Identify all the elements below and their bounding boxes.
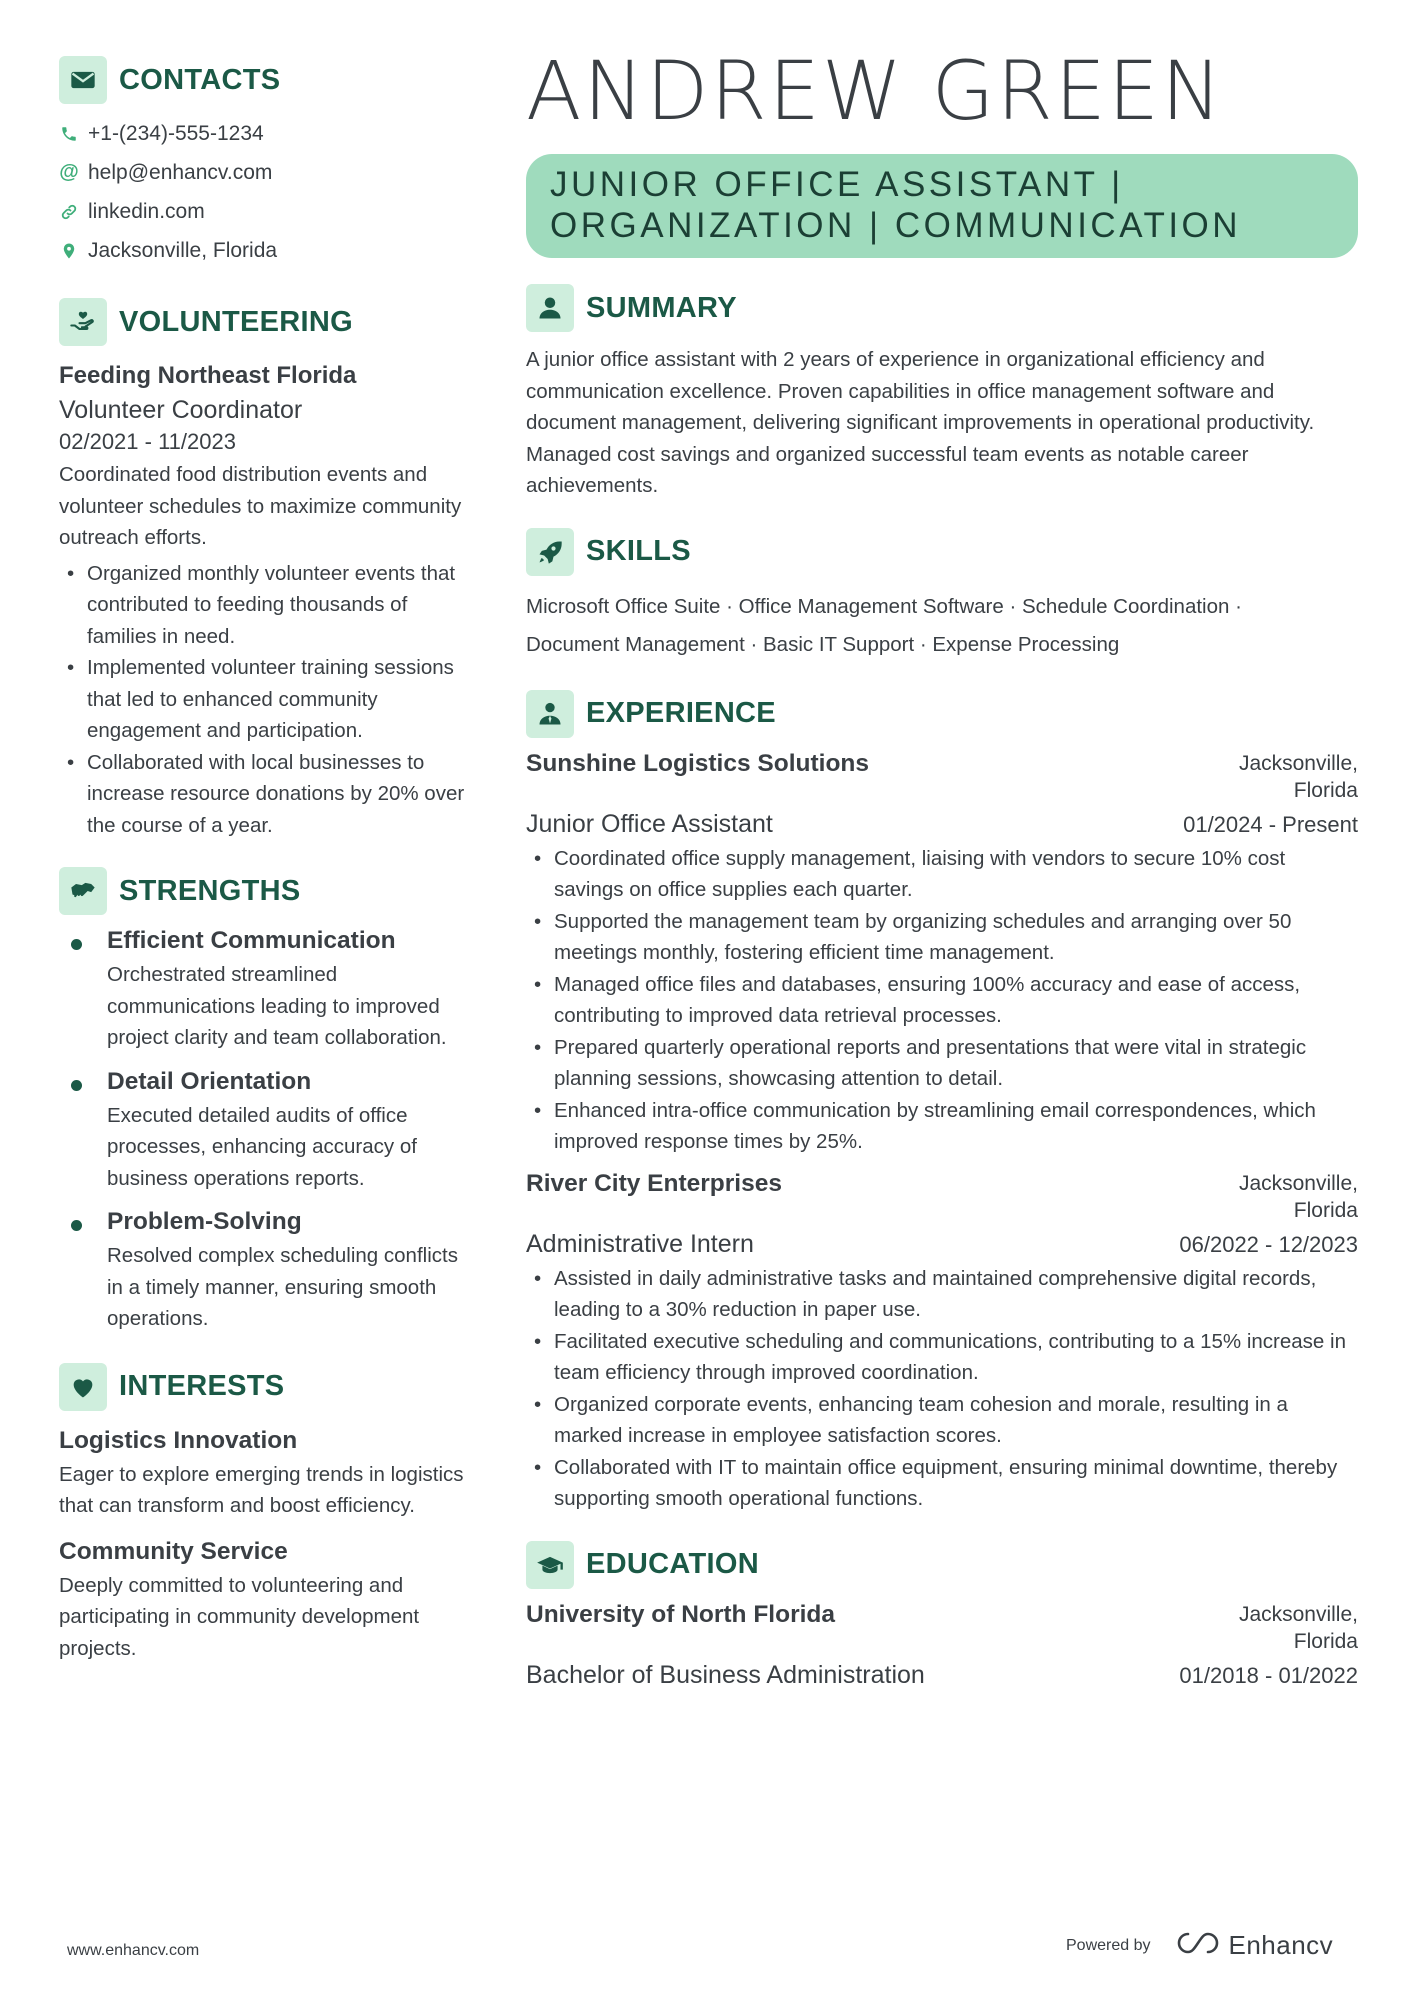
job-location-line: Jacksonville, [1238, 751, 1358, 775]
interest-title: Logistics Innovation [59, 1426, 298, 1454]
handshake-icon [59, 867, 107, 915]
volunteer-bullets [59, 558, 479, 842]
strength-title: Problem-Solving [107, 1208, 302, 1235]
experience-entry [526, 1170, 1358, 1515]
interests-header [59, 1363, 479, 1411]
skills-title: SKILLS [586, 535, 691, 567]
education-dates: 01/2018 - 01/2022 [1179, 1662, 1358, 1688]
contact-location [59, 231, 479, 270]
contact-email-text: help@enhancv.com [88, 160, 273, 184]
summary-text: A junior office assistant with 2 years of experience in organizational efficiency and communication excellence. Proven capabilities in office management software and document management, delivering significant improvements in operational productivity. Managed cost savings and organized successful team events as notable career achievements. [526, 348, 1315, 497]
bullet-dot [71, 1080, 82, 1091]
strength-item [59, 927, 479, 1054]
phone-icon [59, 124, 79, 144]
list-item: • Facilitated executive scheduling and communications, contributing to a 15% increase in team efficiency through improved coordination. [526, 1326, 1358, 1389]
list-item: • Collaborated with IT to maintain office equipment, ensuring minimal downtime, thereby supporting smooth operational functions. [526, 1452, 1358, 1515]
footer-website[interactable]: www.enhancv.com [67, 1942, 200, 1959]
contact-email[interactable] [59, 153, 479, 192]
graduation-cap-icon [526, 1541, 574, 1589]
job-dates: 01/2024 - Present [1183, 811, 1358, 837]
brand-name: Enhancv [1228, 1930, 1334, 1960]
school-location [1239, 1601, 1358, 1655]
list-item: • Organized corporate events, enhancing team cohesion and morale, resulting in a marked increase in employee satisfaction scores. [526, 1389, 1358, 1452]
skills-header [526, 528, 1358, 576]
job-title: Junior Office Assistant [526, 809, 773, 838]
contacts-section [59, 56, 479, 270]
interest-title: Community Service [59, 1537, 288, 1565]
school-name: University of North Florida [526, 1600, 836, 1628]
contacts-header [59, 56, 479, 104]
list-item: • Assisted in daily administrative tasks and maintained comprehensive digital records, leading to a 30% reduction in paper use. [526, 1263, 1358, 1326]
strengths-header [59, 867, 479, 915]
list-item: • Managed office files and databases, ensuring 100% accuracy and ease of access, contributing to improved data retrieval processes. [526, 969, 1358, 1032]
headline-banner: JUNIOR OFFICE ASSISTANT | ORGANIZATION | COMMUNICATION [526, 154, 1358, 258]
school-location-line: Jacksonville, [1238, 1602, 1358, 1626]
list-item: • Organized monthly volunteer events that contributed to feeding thousands of families in need. [59, 558, 479, 653]
education-header [526, 1541, 1358, 1589]
education-entry [526, 1601, 1358, 1690]
list-item: • Implemented volunteer training sessions that led to enhanced community engagement and participation. [59, 652, 479, 747]
job-dates: 06/2022 - 12/2023 [1179, 1231, 1358, 1257]
rocket-icon [526, 528, 574, 576]
job-bullets [526, 1263, 1358, 1515]
job-bullets [526, 843, 1358, 1158]
list-item: • Prepared quarterly operational reports and presentations that were vital in strategic planning sessions, showcasing attention to detail. [526, 1032, 1358, 1095]
list-item: • Coordinated office supply management, liaising with vendors to secure 10% cost savings on office supplies each quarter. [526, 843, 1358, 906]
volunteer-role: Volunteer Coordinator [59, 396, 303, 424]
job-location-line: Florida [1293, 1198, 1358, 1222]
volunteer-description: Coordinated food distribution events and volunteer schedules to maximize community outreach efforts. [59, 463, 462, 549]
strength-item [59, 1068, 479, 1195]
education-section [526, 1541, 1358, 1690]
summary-title: SUMMARY [586, 291, 737, 324]
job-location [1239, 1170, 1358, 1224]
interests-section [59, 1363, 479, 1665]
strength-item [59, 1208, 479, 1335]
company-name: Sunshine Logistics Solutions [526, 749, 870, 777]
strength-text: Executed detailed audits of office processes, enhancing accuracy of business operations reports. [107, 1103, 417, 1190]
education-title: EDUCATION [586, 1548, 759, 1580]
list-item: • Supported the management team by organizing schedules and arranging over 50 meetings monthly, fostering efficient time management. [526, 906, 1358, 969]
link-icon [59, 202, 79, 222]
contact-phone[interactable] [59, 114, 479, 153]
skills-line: Microsoft Office Suite · Office Management Software · Schedule Coordination · [526, 594, 1242, 618]
job-location [1239, 750, 1358, 804]
list-item: • Collaborated with local businesses to increase resource donations by 20% over the course of a year. [59, 747, 479, 842]
contact-location-text: Jacksonville, Florida [88, 238, 278, 262]
user-icon [526, 284, 574, 332]
experience-header [526, 690, 1358, 738]
contact-phone-text: +1-(234)-555-1234 [88, 121, 264, 145]
list-item: • Enhanced intra-office communication by streamlining email correspondences, which improved response times by 25%. [526, 1095, 1358, 1158]
skills-section [526, 528, 1358, 664]
interest-text: Deeply committed to volunteering and participating in community development projects. [59, 1573, 420, 1660]
summary-section [526, 284, 1358, 502]
candidate-name: ANDREW GREEN [526, 45, 1224, 139]
company-name: River City Enterprises [526, 1169, 782, 1197]
left-column [59, 56, 479, 1664]
powered-by-label: Powered by [1066, 1936, 1151, 1954]
experience-section [526, 690, 1358, 1515]
volunteering-title: VOLUNTEERING [119, 305, 353, 338]
at-icon: @ [59, 161, 79, 183]
bullet-dot [71, 1220, 82, 1231]
footer-branding [1066, 1930, 1333, 1961]
volunteer-dates: 02/2021 - 11/2023 [59, 429, 236, 454]
enhancv-logo-icon [1175, 1930, 1221, 1961]
experience-title: EXPERIENCE [586, 697, 776, 729]
interests-title: INTERESTS [119, 1370, 285, 1402]
skills-line: Document Management · Basic IT Support · Expense Processing [526, 632, 1120, 656]
strength-text: Resolved complex scheduling conflicts in a timely manner, ensuring smooth operations. [107, 1244, 458, 1330]
location-pin-icon [59, 241, 79, 261]
heart-icon [59, 1363, 107, 1411]
job-location-line: Jacksonville, [1238, 1171, 1358, 1195]
strengths-title: STRENGTHS [119, 874, 301, 907]
volunteering-section [59, 298, 479, 841]
hand-heart-icon [59, 298, 107, 346]
strength-title: Efficient Communication [107, 927, 396, 954]
bullet-dot [71, 939, 82, 950]
job-title: Administrative Intern [526, 1229, 754, 1258]
contact-link[interactable] [59, 192, 479, 231]
summary-header [526, 284, 1358, 332]
contacts-title: CONTACTS [119, 63, 281, 96]
strengths-section [59, 867, 479, 1335]
envelope-icon [59, 56, 107, 104]
volunteer-org: Feeding Northeast Florida [59, 362, 357, 389]
degree: Bachelor of Business Administration [526, 1660, 925, 1689]
volunteering-header [59, 298, 479, 346]
school-location-line: Florida [1293, 1629, 1358, 1653]
strength-text: Orchestrated streamlined communications leading to improved project clarity and team collaboration. [107, 963, 447, 1049]
contact-link-text: linkedin.com [88, 199, 205, 223]
experience-entry [526, 750, 1358, 1158]
interest-text: Eager to explore emerging trends in logistics that can transform and boost efficiency. [59, 1462, 464, 1517]
right-column [526, 45, 1358, 1690]
strength-title: Detail Orientation [107, 1067, 312, 1095]
job-location-line: Florida [1293, 778, 1358, 802]
briefcase-user-icon [526, 690, 574, 738]
